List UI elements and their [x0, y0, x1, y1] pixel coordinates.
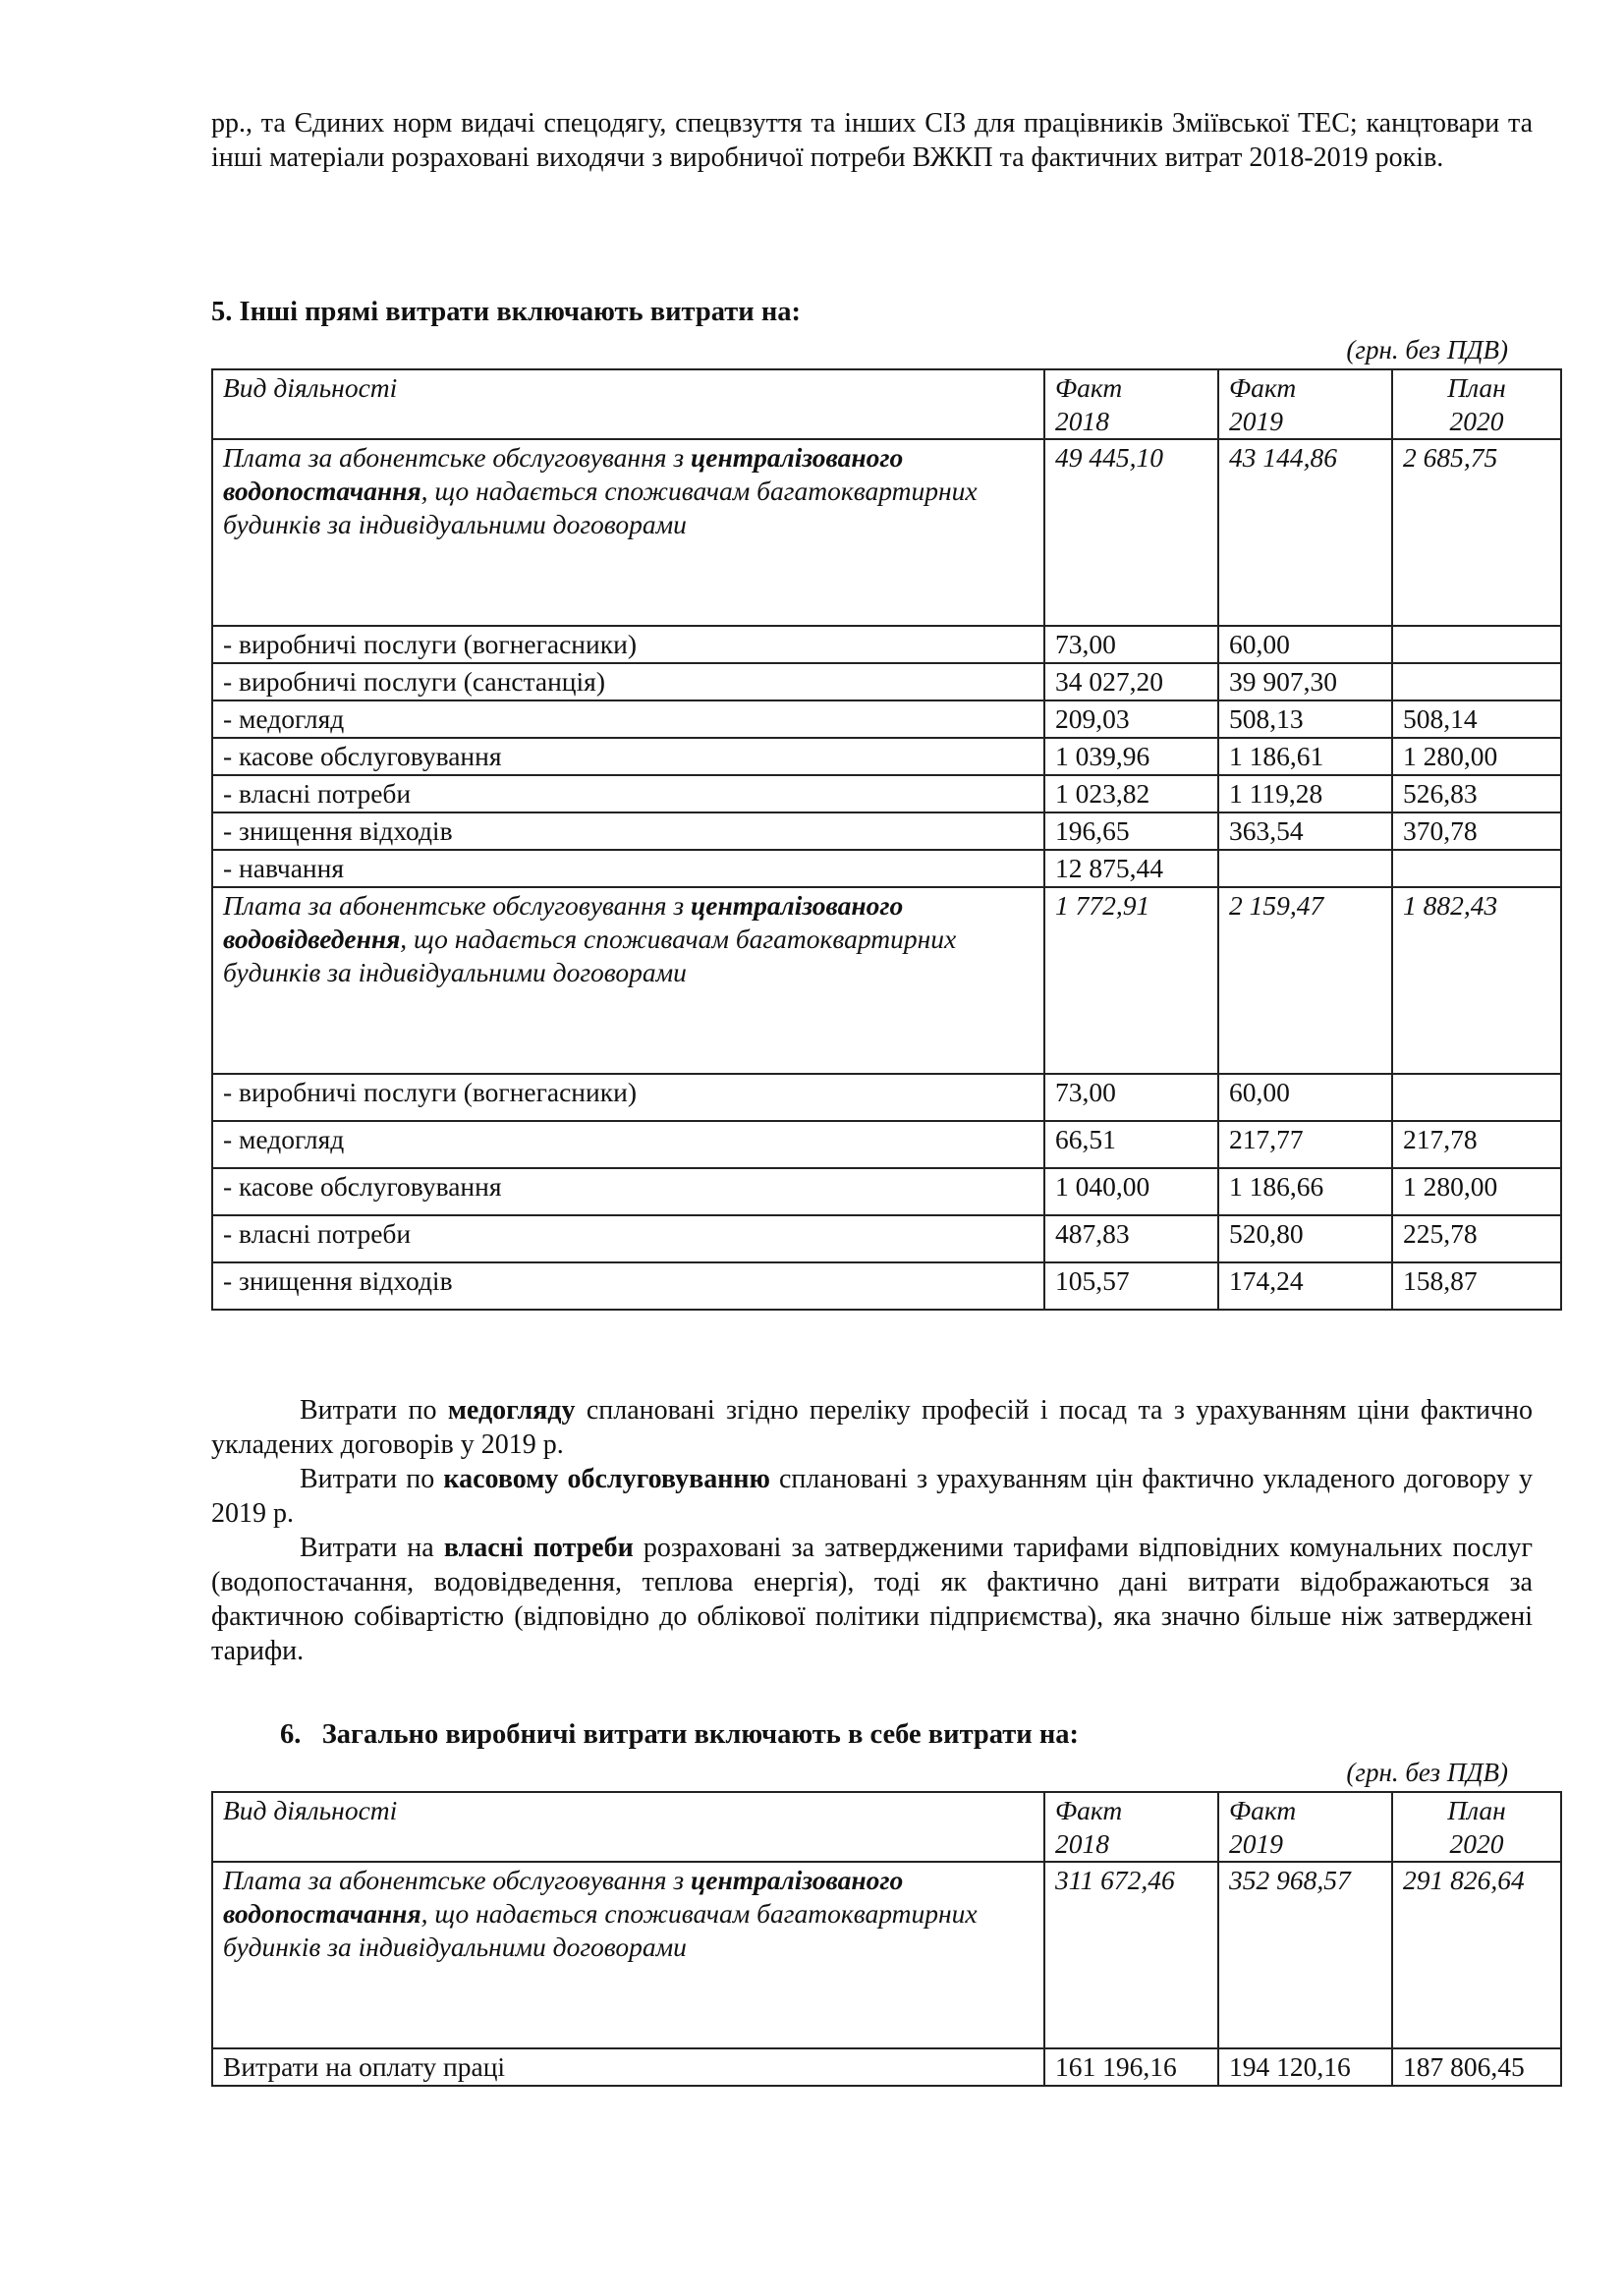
- row-label: - виробничі послуги (вогнегасники): [212, 626, 1044, 663]
- cell-2018: 49 445,10: [1044, 439, 1218, 626]
- row-label: Плата за абонентське обслуговування з централізованого водопостачання, що надається споживачам багатоквартирних будинків за індивідуальними договорами: [212, 1862, 1044, 2048]
- row-label: - знищення відходів: [212, 1262, 1044, 1310]
- cell-2020: 526,83: [1392, 775, 1561, 812]
- cell-2019: 352 968,57: [1218, 1862, 1392, 2048]
- cell-2019: 2 159,47: [1218, 887, 1392, 1074]
- cell-2018: 105,57: [1044, 1262, 1218, 1310]
- table-row: [212, 738, 1561, 775]
- cell-2020: 1 280,00: [1392, 738, 1561, 775]
- table-row-drainage: [212, 887, 1561, 1074]
- table-row: [212, 775, 1561, 812]
- row-label: - власні потреби: [212, 775, 1044, 812]
- cell-2019: 1 186,66: [1218, 1168, 1392, 1215]
- header-2018: Факт 2018: [1044, 1792, 1218, 1862]
- section6-heading: 6. Загально виробничі витрати включають в себе витрати на:: [280, 1719, 1079, 1750]
- cell-2019: 363,54: [1218, 812, 1392, 850]
- row-label: - медогляд: [212, 1121, 1044, 1168]
- cell-2020: 1 882,43: [1392, 887, 1561, 1074]
- cell-2018: 487,83: [1044, 1215, 1218, 1262]
- section6-table: [211, 1791, 1562, 2087]
- row-label: - виробничі послуги (вогнегасники): [212, 1074, 1044, 1121]
- note-cash: Витрати по касовому обслуговуванню сплановані з урахуванням цін фактично укладеного договору у 2019 р.: [211, 1464, 1534, 1529]
- cell-2019: 39 907,30: [1218, 663, 1392, 700]
- cell-2018: 196,65: [1044, 812, 1218, 850]
- row-label: - медогляд: [212, 700, 1044, 738]
- table-row: [212, 1168, 1561, 1215]
- table-row: [212, 626, 1561, 663]
- intro-paragraph: рр., та Єдиних норм видачі спецодягу, спецвзуття та інших СІЗ для працівників Зміївської ТЕС; канцтовари та інші матеріали розраховані виходячи з виробничої потреби ВЖКП та фактичних витрат 2018-2019 років.: [211, 108, 1533, 173]
- table-row: [212, 1215, 1561, 1262]
- cell-2019: 194 120,16: [1218, 2048, 1392, 2086]
- table-row-water-supply: [212, 1862, 1561, 2048]
- table-row: [212, 850, 1561, 887]
- cell-2018: 66,51: [1044, 1121, 1218, 1168]
- note-medical: Витрати по медогляду сплановані згідно переліку професій і посад та з урахуванням ціни фактично укладених договорів у 2019 р.: [211, 1395, 1533, 1460]
- row-label: - касове обслуговування: [212, 1168, 1044, 1215]
- cell-2020: 508,14: [1392, 700, 1561, 738]
- section5-table: [211, 368, 1562, 1311]
- table-row: [212, 1121, 1561, 1168]
- cell-2020: 291 826,64: [1392, 1862, 1561, 2048]
- table-header-row: [212, 369, 1561, 439]
- section5-unit-note: (грн. без ПДВ): [1346, 335, 1508, 364]
- cell-2018: 161 196,16: [1044, 2048, 1218, 2086]
- section5-heading: 5. Інші прямі витрати включають витрати на:: [211, 297, 801, 327]
- header-2020: План 2020: [1392, 369, 1561, 439]
- header-activity: Вид діяльності: [212, 1792, 1044, 1862]
- row-label: - виробничі послуги (санстанція): [212, 663, 1044, 700]
- cell-2020: 217,78: [1392, 1121, 1561, 1168]
- cell-2018: 1 040,00: [1044, 1168, 1218, 1215]
- cell-2019: 60,00: [1218, 626, 1392, 663]
- row-label: - знищення відходів: [212, 812, 1044, 850]
- cell-2019: 520,80: [1218, 1215, 1392, 1262]
- table-row: [212, 812, 1561, 850]
- row-label: Плата за абонентське обслуговування з централізованого водопостачання, що надається споживачам багатоквартирних будинків за індивідуальними договорами: [212, 439, 1044, 626]
- section6-unit-note: (грн. без ПДВ): [1346, 1758, 1508, 1787]
- row-label: Плата за абонентське обслуговування з централізованого водовідведення, що надається споживачам багатоквартирних будинків за індивідуальними договорами: [212, 887, 1044, 1074]
- row-label: - касове обслуговування: [212, 738, 1044, 775]
- row-label: - навчання: [212, 850, 1044, 887]
- cell-2018: 34 027,20: [1044, 663, 1218, 700]
- note-own-needs: Витрати на власні потреби розраховані за затвердженими тарифами відповідних комунальних послуг (водопостачання, водовідведення, теплова енергія), тоді як фактично дані витрати відображаються за фактичною собівартістю (відповідно до облікової політики підприємства), яка значно більше ніж затверджені тарифи.: [211, 1533, 1534, 1666]
- cell-2018: 12 875,44: [1044, 850, 1218, 887]
- cell-2020: [1392, 626, 1561, 663]
- cell-2020: 2 685,75: [1392, 439, 1561, 626]
- cell-2019: 1 186,61: [1218, 738, 1392, 775]
- table-row-water-supply: [212, 439, 1561, 626]
- cell-2019: 174,24: [1218, 1262, 1392, 1310]
- header-2020: План 2020: [1392, 1792, 1561, 1862]
- cell-2020: 370,78: [1392, 812, 1561, 850]
- cell-2020: 187 806,45: [1392, 2048, 1561, 2086]
- header-activity: Вид діяльності: [212, 369, 1044, 439]
- cell-2019: 217,77: [1218, 1121, 1392, 1168]
- table-row: [212, 663, 1561, 700]
- table-row: [212, 2048, 1561, 2086]
- cell-2018: 209,03: [1044, 700, 1218, 738]
- cell-2020: 158,87: [1392, 1262, 1561, 1310]
- cell-2020: [1392, 663, 1561, 700]
- cell-2018: 73,00: [1044, 1074, 1218, 1121]
- cell-2018: 73,00: [1044, 626, 1218, 663]
- cell-2020: 225,78: [1392, 1215, 1561, 1262]
- table-row: [212, 1262, 1561, 1310]
- cell-2019: 508,13: [1218, 700, 1392, 738]
- cell-2018: 1 039,96: [1044, 738, 1218, 775]
- cell-2018: 311 672,46: [1044, 1862, 1218, 2048]
- cell-2020: 1 280,00: [1392, 1168, 1561, 1215]
- row-label: Витрати на оплату праці: [212, 2048, 1044, 2086]
- cell-2018: 1 023,82: [1044, 775, 1218, 812]
- row-label: - власні потреби: [212, 1215, 1044, 1262]
- cell-2019: 1 119,28: [1218, 775, 1392, 812]
- cell-2019: 60,00: [1218, 1074, 1392, 1121]
- table-row: [212, 1074, 1561, 1121]
- cell-2020: [1392, 850, 1561, 887]
- cell-2019: 43 144,86: [1218, 439, 1392, 626]
- cell-2020: [1392, 1074, 1561, 1121]
- header-2018: Факт 2018: [1044, 369, 1218, 439]
- cell-2019: [1218, 850, 1392, 887]
- table-header-row: [212, 1792, 1561, 1862]
- cell-2018: 1 772,91: [1044, 887, 1218, 1074]
- header-2019: Факт 2019: [1218, 1792, 1392, 1862]
- table-row: [212, 700, 1561, 738]
- header-2019: Факт 2019: [1218, 369, 1392, 439]
- notes-block: [211, 1393, 1533, 1668]
